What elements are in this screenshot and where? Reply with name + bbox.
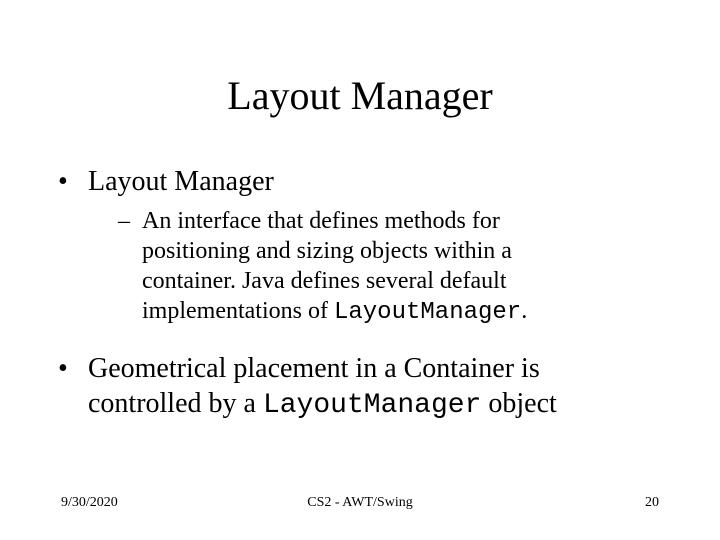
code-layoutmanager: LayoutManager <box>333 299 522 326</box>
sub-bullet-line-2: positioning and sizing objects within a <box>142 238 512 264</box>
sub-bullet-marker: – <box>118 208 130 234</box>
sub-bullet-line-4 <box>142 296 678 328</box>
bullet-text: Layout Manager <box>88 166 274 197</box>
footer-date: 9/30/2020 <box>61 495 118 510</box>
bullet-line-2-suffix: object <box>481 388 557 419</box>
footer-course: CS2 - AWT/Swing <box>307 495 413 510</box>
bullet-line-2-prefix: controlled by a <box>88 388 263 419</box>
bullet-marker: • <box>58 353 68 384</box>
footer-page-number: 20 <box>645 495 659 510</box>
code-layoutmanager: LayoutManager <box>262 390 482 421</box>
sub-bullet-line-4-suffix: . <box>521 298 528 324</box>
sub-bullet-line-4-prefix: implementations of <box>142 298 334 324</box>
bullet-layout-manager <box>58 164 698 199</box>
bullet-line-2 <box>88 386 698 423</box>
bullet-text <box>88 351 698 423</box>
sub-bullet-interface-definition <box>118 206 678 328</box>
bullet-marker: • <box>58 166 68 197</box>
bullet-line-1: Geometrical placement in a Container is <box>88 353 540 384</box>
slide-title: Layout Manager <box>227 73 493 118</box>
sub-bullet-line-1: An interface that defines methods for <box>142 208 500 234</box>
sub-bullet-line-3: container. Java defines several default <box>142 268 507 294</box>
sub-bullet-text <box>142 206 678 328</box>
bullet-geometrical-placement <box>58 351 698 423</box>
